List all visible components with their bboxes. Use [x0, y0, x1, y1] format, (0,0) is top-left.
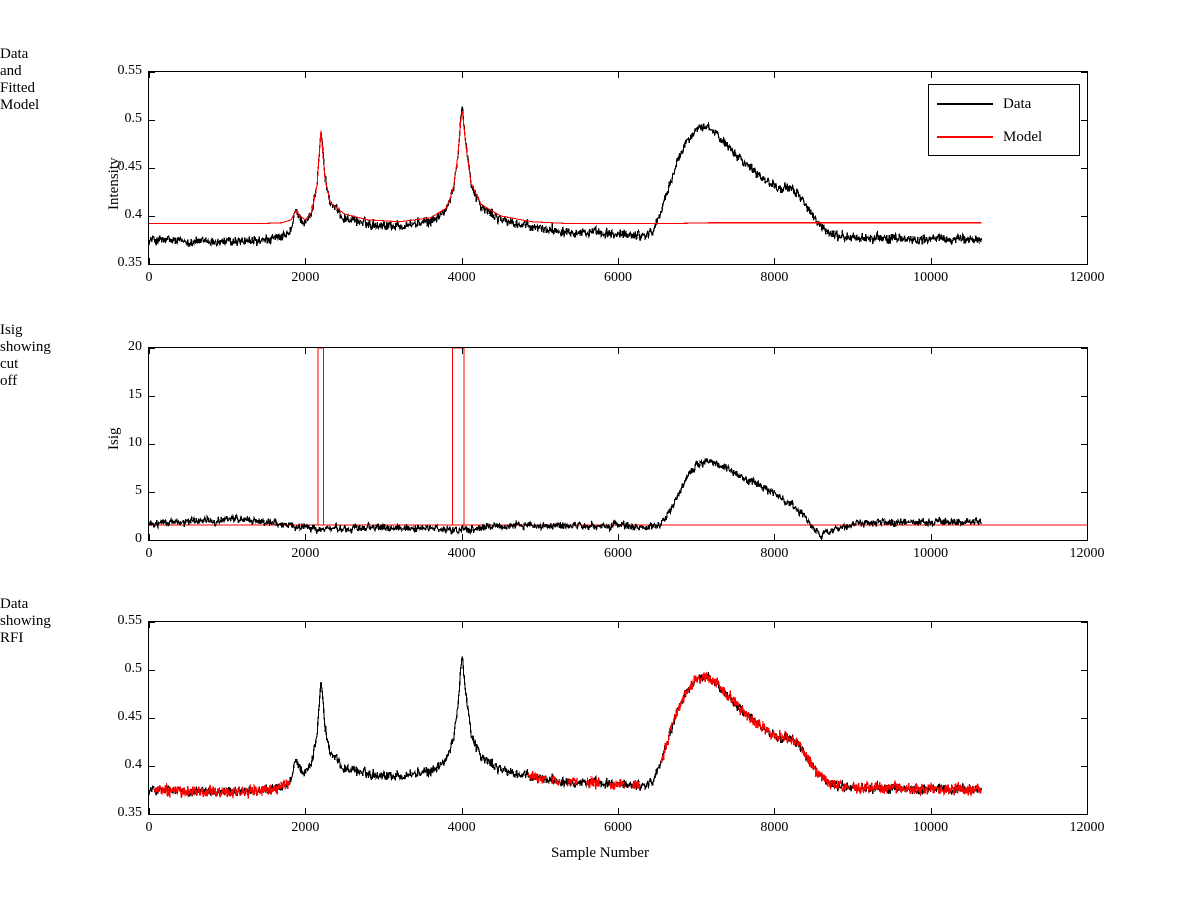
x-tick-label: 0 [145, 546, 153, 561]
y-tick-mark [1081, 396, 1087, 397]
y-tick-mark [1081, 718, 1087, 719]
x-tick-mark [774, 258, 775, 264]
x-tick-mark [149, 622, 150, 628]
x-tick-mark [774, 348, 775, 354]
legend-entry-data [929, 90, 1031, 118]
x-tick-label: 8000 [760, 820, 789, 835]
y-tick-label: 0.55 [117, 63, 142, 78]
y-tick-mark [1081, 444, 1087, 445]
y-tick-mark [1081, 168, 1087, 169]
x-tick-label: 12000 [1069, 546, 1105, 561]
x-tick-mark [462, 348, 463, 354]
x-tick-label: 4000 [447, 820, 476, 835]
x-tick-label: 6000 [604, 546, 632, 561]
x-tick-label: 2000 [291, 820, 320, 835]
y-tick-mark [1081, 216, 1087, 217]
x-tick-label: 6000 [604, 820, 632, 835]
y-tick-mark [149, 540, 155, 541]
panel2-plot-area [148, 347, 1088, 541]
x-tick-mark [1087, 808, 1088, 814]
x-tick-label: 4000 [447, 546, 476, 561]
x-tick-mark [1087, 72, 1088, 78]
x-tick-mark [149, 72, 150, 78]
y-tick-mark [149, 120, 155, 121]
y-tick-label: 5 [135, 483, 142, 498]
y-tick-mark [1081, 264, 1087, 265]
x-tick-mark [931, 622, 932, 628]
y-tick-mark [149, 718, 155, 719]
x-tick-mark [305, 808, 306, 814]
y-tick-mark [1081, 814, 1087, 815]
x-tick-mark [931, 348, 932, 354]
x-tick-label: 0 [145, 270, 153, 285]
x-tick-mark [774, 534, 775, 540]
y-tick-label: 0 [135, 531, 142, 546]
x-tick-mark [618, 258, 619, 264]
x-tick-mark [618, 534, 619, 540]
legend-label-model: Model [1003, 128, 1043, 145]
x-tick-mark [618, 348, 619, 354]
y-tick-mark [1081, 766, 1087, 767]
x-tick-mark [1087, 534, 1088, 540]
x-tick-label: 10000 [913, 270, 949, 285]
y-tick-mark [149, 264, 155, 265]
x-tick-mark [618, 622, 619, 628]
x-tick-mark [1087, 258, 1088, 264]
x-tick-mark [305, 72, 306, 78]
y-tick-mark [1081, 492, 1087, 493]
x-tick-mark [618, 808, 619, 814]
x-tick-label: 12000 [1069, 270, 1105, 285]
x-tick-mark [774, 72, 775, 78]
panel2-ylabel: Isig [106, 427, 122, 450]
y-tick-label: 0.45 [117, 159, 142, 174]
y-tick-mark [149, 814, 155, 815]
x-tick-mark [618, 72, 619, 78]
legend-swatch-data [937, 103, 993, 105]
x-tick-mark [305, 622, 306, 628]
legend-swatch-model [937, 136, 993, 138]
y-tick-label: 0.55 [117, 613, 142, 628]
y-tick-mark [149, 396, 155, 397]
y-tick-mark [149, 492, 155, 493]
x-tick-label: 10000 [913, 546, 949, 561]
y-tick-mark [149, 444, 155, 445]
x-tick-mark [305, 348, 306, 354]
x-tick-mark [931, 72, 932, 78]
panel2-canvas [149, 348, 1087, 540]
x-tick-mark [462, 808, 463, 814]
x-tick-label: 4000 [447, 270, 476, 285]
y-tick-mark [1081, 120, 1087, 121]
x-tick-mark [931, 534, 932, 540]
x-tick-label: 2000 [291, 546, 320, 561]
x-tick-label: 8000 [760, 270, 789, 285]
x-tick-label: 2000 [291, 270, 320, 285]
legend-label-data: Data [1003, 95, 1032, 112]
x-tick-mark [774, 622, 775, 628]
y-tick-label: 0.35 [117, 805, 142, 820]
panel3-plot-area [148, 621, 1088, 815]
y-tick-label: 0.35 [117, 255, 142, 270]
figure-xlabel: Sample Number [551, 845, 649, 861]
y-tick-mark [1081, 540, 1087, 541]
x-tick-mark [774, 808, 775, 814]
x-tick-mark [462, 534, 463, 540]
x-tick-mark [931, 808, 932, 814]
y-tick-mark [1081, 670, 1087, 671]
y-tick-mark [149, 766, 155, 767]
x-tick-mark [462, 622, 463, 628]
panel3-canvas [149, 622, 1087, 814]
y-tick-label: 0.4 [124, 757, 142, 772]
y-tick-mark [149, 216, 155, 217]
x-tick-mark [1087, 348, 1088, 354]
y-tick-mark [149, 168, 155, 169]
x-tick-mark [149, 348, 150, 354]
y-tick-label: 0.5 [124, 661, 142, 676]
x-tick-label: 10000 [913, 820, 949, 835]
x-tick-mark [149, 808, 150, 814]
x-tick-mark [1087, 622, 1088, 628]
x-tick-mark [149, 534, 150, 540]
y-tick-label: 0.45 [117, 709, 142, 724]
y-tick-label: 10 [128, 435, 142, 450]
y-tick-label: 15 [128, 387, 142, 402]
x-tick-mark [462, 72, 463, 78]
panel1-ylabel: Intensity [106, 157, 122, 210]
x-tick-label: 12000 [1069, 820, 1105, 835]
x-tick-label: 6000 [604, 270, 632, 285]
x-tick-mark [305, 534, 306, 540]
y-tick-label: 0.5 [124, 111, 142, 126]
legend [928, 84, 1080, 156]
x-tick-label: 0 [145, 820, 153, 835]
y-tick-mark [149, 670, 155, 671]
y-tick-label: 0.4 [124, 207, 142, 222]
x-tick-mark [931, 258, 932, 264]
x-tick-mark [305, 258, 306, 264]
x-tick-mark [462, 258, 463, 264]
y-tick-label: 20 [128, 339, 142, 354]
x-tick-label: 8000 [760, 546, 789, 561]
legend-entry-model [929, 123, 1042, 151]
x-tick-mark [149, 258, 150, 264]
